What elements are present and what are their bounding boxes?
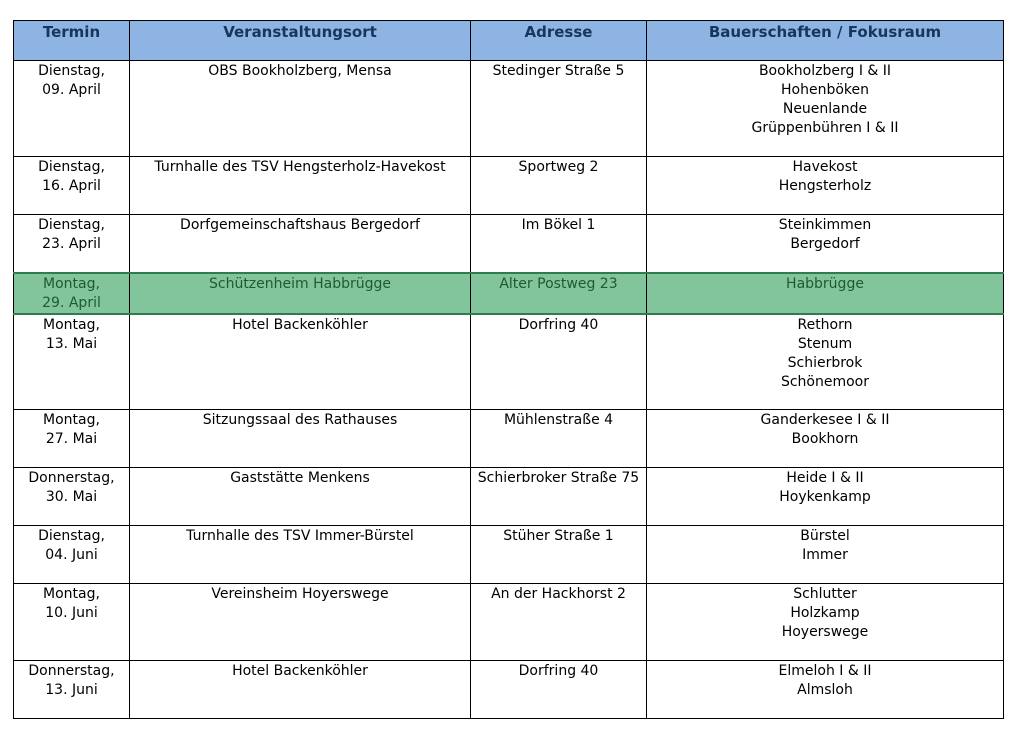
header-veranstaltungsort: Veranstaltungsort: [130, 21, 471, 61]
table-row: [14, 61, 1004, 157]
bauerschaft-item: Steinkimmen: [778, 217, 872, 233]
cell-termin: [14, 215, 130, 273]
termin-date: 13. Mai: [45, 335, 98, 352]
bauerschaft-item: Almsloh: [797, 682, 853, 698]
bauerschaft-item: Hengsterholz: [778, 178, 872, 194]
table-row: [14, 273, 1004, 314]
cell-termin: [14, 661, 130, 719]
termin-day: Dienstag,: [38, 528, 105, 544]
table-row: [14, 468, 1004, 526]
cell-veranstaltungsort: Dorfgemeinschaftshaus Bergedorf: [130, 215, 471, 273]
bauerschaft-item: Schierbrok: [787, 354, 863, 371]
bauerschaft-item: Rethorn: [797, 316, 853, 333]
bauerschaft-item: Elmeloh I & II: [778, 663, 872, 679]
cell-veranstaltungsort: OBS Bookholzberg, Mensa: [130, 61, 471, 157]
cell-adresse: Mühlenstraße 4: [471, 410, 647, 468]
cell-bauerschaften: [647, 526, 1004, 584]
cell-veranstaltungsort: Gaststätte Menkens: [130, 468, 471, 526]
header-bauerschaften: Bauerschaften / Fokusraum: [647, 21, 1004, 61]
cell-bauerschaften: [647, 661, 1004, 719]
cell-adresse: Stüher Straße 1: [471, 526, 647, 584]
cell-adresse: Schierbroker Straße 75: [471, 468, 647, 526]
cell-termin: [14, 526, 130, 584]
table-row: [14, 314, 1004, 410]
header-termin: Termin: [14, 21, 130, 61]
cell-bauerschaften: [647, 410, 1004, 468]
termin-day: Montag,: [43, 412, 100, 428]
cell-bauerschaften: [647, 314, 1004, 410]
bauerschaft-item: Bookhorn: [791, 431, 859, 447]
header-row: [14, 21, 1004, 61]
cell-termin: [14, 410, 130, 468]
termin-day: Dienstag,: [38, 159, 105, 175]
header-adresse: Adresse: [471, 21, 647, 61]
termin-day: Montag,: [43, 586, 100, 602]
cell-adresse: Stedinger Straße 5: [471, 61, 647, 157]
termin-date: 10. Juni: [45, 605, 98, 621]
table-row: [14, 157, 1004, 215]
table-row: [14, 410, 1004, 468]
termin-date: 29. April: [42, 294, 101, 311]
cell-veranstaltungsort: Sitzungssaal des Rathauses: [130, 410, 471, 468]
termin-date: 09. April: [42, 82, 101, 98]
table-row: [14, 661, 1004, 719]
cell-adresse: Alter Postweg 23: [471, 273, 647, 314]
bauerschaft-item: Havekost: [792, 159, 858, 175]
cell-termin: [14, 468, 130, 526]
bauerschaft-item: Hohenböken: [781, 82, 869, 98]
bauerschaft-item: Bürstel: [800, 528, 850, 544]
cell-bauerschaften: [647, 584, 1004, 661]
table-row: [14, 584, 1004, 661]
bauerschaft-item: Ganderkesee I & II: [760, 412, 890, 428]
cell-bauerschaften: [647, 468, 1004, 526]
bauerschaft-item: Immer: [802, 547, 848, 563]
bauerschaft-item: Stenum: [797, 335, 853, 352]
termin-day: Montag,: [43, 275, 100, 292]
cell-veranstaltungsort: Hotel Backenköhler: [130, 661, 471, 719]
cell-adresse: Sportweg 2: [471, 157, 647, 215]
cell-termin: [14, 273, 130, 314]
termin-date: 16. April: [42, 178, 101, 194]
bauerschaft-item: Schlutter: [793, 586, 857, 602]
event-schedule-table: [13, 20, 1004, 719]
cell-adresse: Dorfring 40: [471, 661, 647, 719]
termin-day: Dienstag,: [38, 217, 105, 233]
cell-adresse: Dorfring 40: [471, 314, 647, 410]
bauerschaft-item: Grüppenbühren I & II: [751, 120, 899, 136]
termin-date: 23. April: [42, 236, 101, 252]
cell-veranstaltungsort: Schützenheim Habbrügge: [130, 273, 471, 314]
cell-adresse: Im Bökel 1: [471, 215, 647, 273]
bauerschaft-item: Bergedorf: [790, 236, 860, 252]
termin-day: Dienstag,: [38, 63, 105, 79]
cell-veranstaltungsort: Turnhalle des TSV Immer-Bürstel: [130, 526, 471, 584]
termin-day: Donnerstag,: [28, 470, 115, 486]
bauerschaft-item: Bookholzberg I & II: [758, 63, 892, 79]
bauerschaft-item: Hoyerswege: [781, 624, 869, 640]
table-body: [14, 61, 1004, 719]
bauerschaft-item: Schönemoor: [780, 373, 870, 390]
bauerschaft-item: Hoykenkamp: [779, 489, 871, 505]
cell-veranstaltungsort: Turnhalle des TSV Hengsterholz-Havekost: [130, 157, 471, 215]
cell-veranstaltungsort: Vereinsheim Hoyerswege: [130, 584, 471, 661]
cell-bauerschaften: [647, 61, 1004, 157]
cell-termin: [14, 157, 130, 215]
termin-date: 04. Juni: [45, 547, 98, 563]
cell-termin: [14, 584, 130, 661]
cell-bauerschaften: [647, 215, 1004, 273]
termin-day: Montag,: [43, 316, 100, 333]
cell-bauerschaften: [647, 157, 1004, 215]
bauerschaft-item: Heide I & II: [786, 470, 864, 486]
table-row: [14, 526, 1004, 584]
bauerschaft-item: Holzkamp: [790, 605, 860, 621]
termin-date: 27. Mai: [45, 431, 98, 447]
cell-bauerschaften: [647, 273, 1004, 314]
cell-termin: [14, 314, 130, 410]
cell-veranstaltungsort: Hotel Backenköhler: [130, 314, 471, 410]
bauerschaft-item: Neuenlande: [782, 101, 868, 117]
cell-termin: [14, 61, 130, 157]
termin-date: 30. Mai: [45, 489, 98, 505]
bauerschaft-item: Habbrügge: [786, 275, 864, 292]
cell-adresse: An der Hackhorst 2: [471, 584, 647, 661]
termin-day: Donnerstag,: [28, 663, 115, 679]
termin-date: 13. Juni: [45, 682, 98, 698]
table-row: [14, 215, 1004, 273]
